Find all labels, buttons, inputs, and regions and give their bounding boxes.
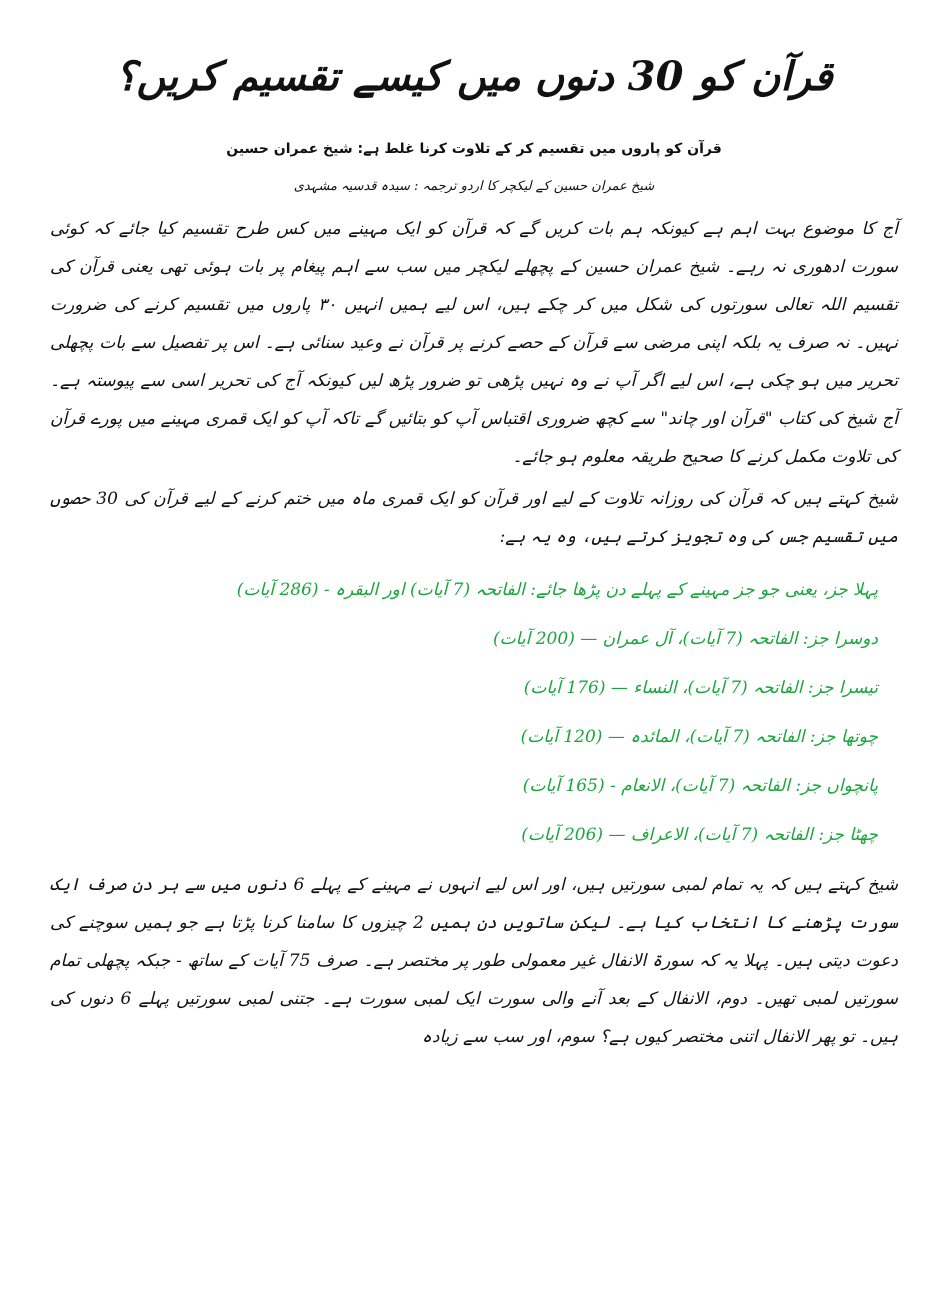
juz-item-5: پانچواں جز: الفاتحہ (7 آیات)، الانعام - (165 آیات) (522, 776, 878, 796)
ajza-list (50, 566, 898, 860)
translator-credit: شیخ عمران حسین کے لیکچر کا اردو ترجمہ : سیدہ قدسیہ مشہدی (293, 179, 655, 194)
juz-item-6: چھٹا جز: الفاتحہ (7 آیات)، الاعراف — (206 آیات) (521, 825, 878, 845)
juz-item-1: پہلا جز، یعنی جو جز مہینے کے پہلے دن پڑھا جائے: الفاتحہ (7 آیات) اور البقرہ - (286 آیات) (236, 580, 878, 600)
closing-paragraph: شیخ کہتے ہیں کہ یہ تمام لمبی سورتیں ہیں، اور اس لیے انہوں نے مہینے کے پہلے 6 دنوں میں سے ہر دن صرف ایک سورت پڑھنے کا انتخاب کیا ہے۔ لیکن ساتویں دن ہمیں 2 چیزوں کا سامنا کرنا پڑتا ہے جو ہمیں سوچنے کی دعوت دیتی ہیں۔ پہلا یہ کہ سورۃ الانفال غیر معمولی طور پر مختصر ہے۔ صرف 75 آیات کے ساتھ - جبکہ پچھلی تمام سورتیں لمبی تھیں۔ دوم، الانفال کے بعد آنے والی سورت ایک لمبی سورت ہے۔ جتنی لمبی سورتیں پہلے 6 دنوں کی ہیں۔ تو پھر الانفال اتنی مختصر کیوں ہے؟ سوم، اور سب سے زیادہ (50, 875, 899, 1047)
juz-item-4: چوتھا جز: الفاتحہ (7 آیات)، المائدہ — (120 آیات) (520, 727, 878, 747)
intro-paragraph: آج کا موضوع بہت اہم ہے کیونکہ ہم بات کریں گے کہ قرآن کو ایک مہینے میں کس طرح تقسیم کیا جائے کہ کوئی سورت ادھوری نہ رہے۔ شیخ عمران حسین کے پچھلے لیکچر میں سب سے اہم پیغام پر بات ہوئی تھی یعنی قرآن کی تقسیم اللہ تعالی سورتوں کی شکل میں کر چکے ہیں، اس لیے ہمیں انہیں ۳۰ پاروں میں تقسیم کرنے کی ضرورت نہیں۔ نہ صرف یہ بلکہ اپنی مرضی سے قرآن کے حصے کرنے پر قرآن نے وعید سنائی ہے۔ اس پر تفصیل سے بات پچھلی تحریر میں ہو چکی ہے، اس لیے اگر آپ نے وہ نہیں پڑھی تو ضرور پڑھ لیں کیونکہ آج کی تحریر اسی سے پیوستہ ہے۔ آج شیخ کی کتاب "قرآن اور چاند" سے کچھ ضروری اقتباس آپ کو بتائیں گے تاکہ آپ کو ایک قمری مہینے میں پورے قرآن کی تلاوت مکمل کرنے کا صحیح طریقہ معلوم ہو جائے۔ (50, 219, 898, 467)
juz-item-2: دوسرا جز: الفاتحہ (7 آیات)، آل عمران — (200 آیات) (493, 629, 878, 649)
juz-item-3: تیسرا جز: الفاتحہ (7 آیات)، النساء — (176 آیات) (523, 678, 878, 698)
article-subtitle: قرآن کو پاروں میں تقسیم کر کے تلاوت کرنا غلط ہے: شیخ عمران حسین (226, 141, 722, 157)
article-title: قرآن کو 30 دنوں میں کیسے تقسیم کریں؟ (115, 53, 833, 100)
division-intro-paragraph: شیخ کہتے ہیں کہ قرآن کی روزانہ تلاوت کے لیے اور قرآن کو ایک قمری ماہ میں ختم کرنے کے لیے قرآن کی 30 حصوں میں تقسیم جس کی وہ تجویز کرتے ہیں، وہ یہ ہے: (50, 489, 899, 547)
